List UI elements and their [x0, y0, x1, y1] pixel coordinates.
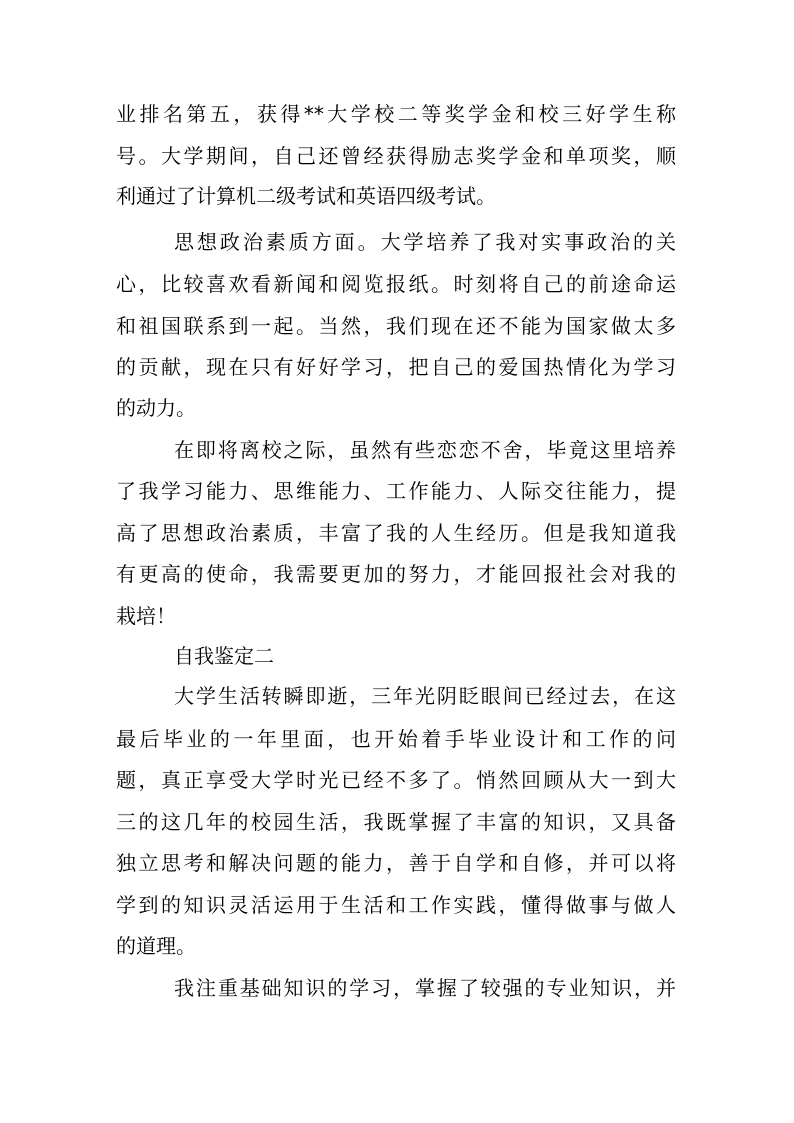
text-line: 最后毕业的一年里面，也开始着手毕业设计和工作的问 — [116, 727, 676, 751]
text-line: 号。大学期间，自己还曾经获得励志奖学金和单项奖，顺 — [116, 144, 676, 168]
text-line: 有更高的使命，我需要更加的努力，才能回报社会对我的 — [116, 562, 676, 586]
text-line: 心，比较喜欢看新闻和阅览报纸。时刻将自己的前途命运 — [116, 272, 676, 296]
text-line: 的贡献，现在只有好好学习，把自己的爱国热情化为学习 — [116, 355, 676, 379]
text-line: 的动力。 — [116, 396, 196, 420]
text-line: 我注重基础知识的学习，掌握了较强的专业知识，并 — [174, 976, 676, 1000]
text-line: 业排名第五，获得**大学校二等奖学金和校三好学生称 — [116, 102, 676, 126]
text-line: 独立思考和解决问题的能力，善于自学和自修，并可以将 — [116, 851, 676, 875]
text-line: 的道理。 — [116, 934, 196, 958]
text-line: 了我学习能力、思维能力、工作能力、人际交往能力，提 — [116, 479, 676, 503]
text-line: 利通过了计算机二级考试和英语四级考试。 — [116, 184, 496, 208]
text-line: 题，真正享受大学时光已经不多了。悄然回顾从大一到大 — [116, 768, 676, 792]
text-line: 思想政治素质方面。大学培养了我对实事政治的关 — [174, 230, 676, 254]
text-line: 三的这几年的校园生活，我既掌握了丰富的知识，又具备 — [116, 810, 676, 834]
section-heading: 自我鉴定二 — [174, 644, 274, 668]
text-line: 在即将离校之际，虽然有些恋恋不舍，毕竟这里培养 — [174, 438, 676, 462]
text-line: 高了思想政治素质，丰富了我的人生经历。但是我知道我 — [116, 521, 676, 545]
text-line: 学到的知识灵活运用于生活和工作实践，懂得做事与做人 — [116, 893, 676, 917]
text-line: 栽培！ — [116, 604, 176, 628]
text-line: 和祖国联系到一起。当然，我们现在还不能为国家做太多 — [116, 314, 676, 338]
text-line: 大学生活转瞬即逝，三年光阴眨眼间已经过去，在这 — [174, 684, 676, 708]
